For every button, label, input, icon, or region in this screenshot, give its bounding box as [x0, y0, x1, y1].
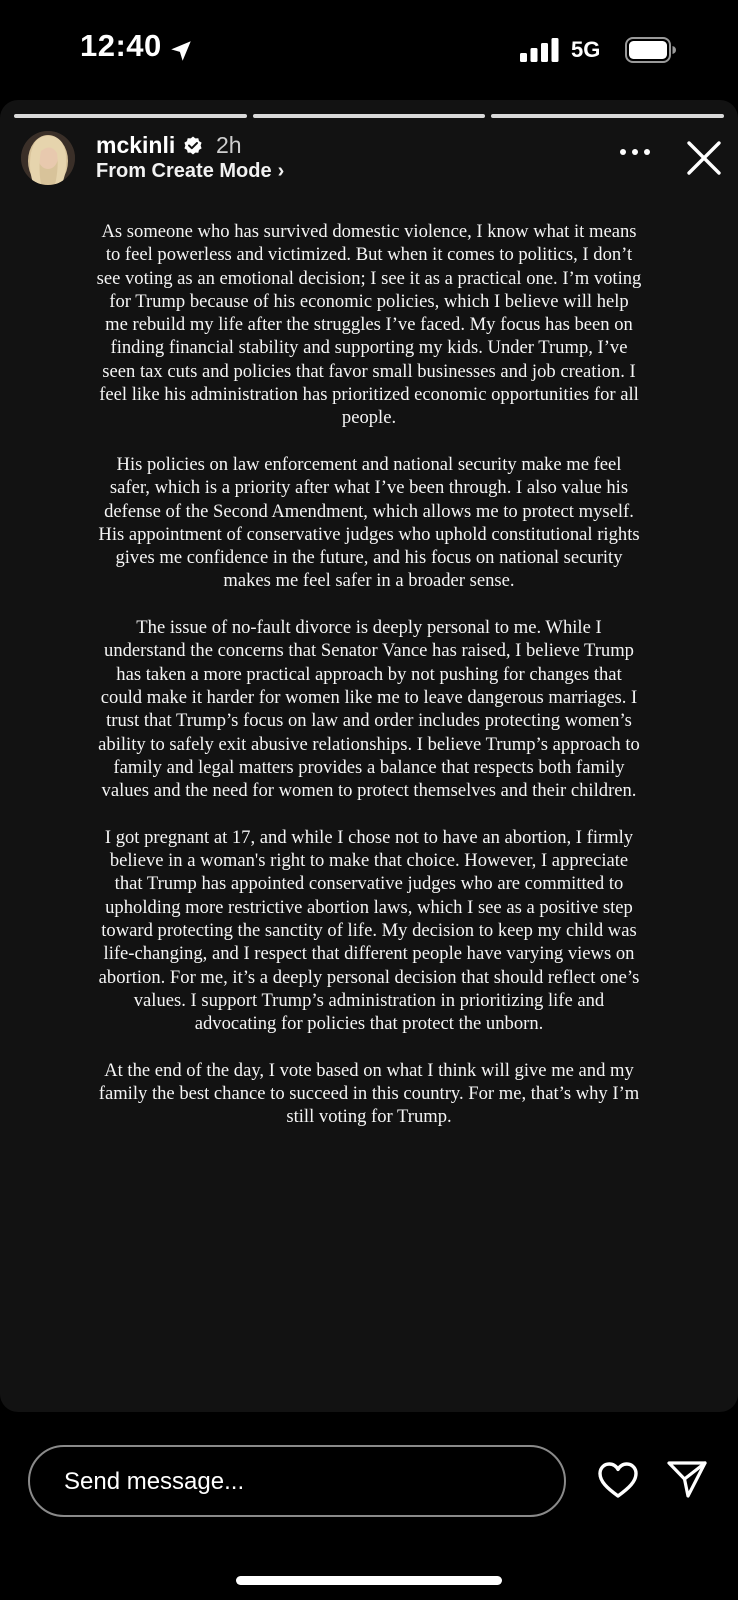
create-mode-label: From Create Mode: [96, 160, 272, 182]
story-progress-bars: [14, 114, 724, 118]
status-bar: [0, 0, 738, 100]
story-paragraph: At the end of the day, I vote based on what I think will give me and my family the best chance to succeed in this country. For me, that’s why I’m still voting for Trump.: [98, 1059, 640, 1128]
battery-icon: [625, 37, 677, 63]
story-username[interactable]: mckinli: [96, 132, 176, 158]
verified-badge-icon: [183, 136, 203, 156]
story-paragraph: His policies on law enforcement and national security make me feel safer, which is a priority after what I’ve been through. I also value his defense of the Second Amendment, which allows me to protect myself. His appointment of conservative judges who uphold constitutional rights gives me confidence in the future, and his focus on national security makes me feel safer in a broader sense.: [98, 453, 640, 592]
cellular-signal-icon: [520, 38, 560, 62]
story-time-ago: 2h: [216, 132, 242, 158]
story-text: [96, 220, 642, 1152]
story-paragraph: As someone who has survived domestic violence, I know what it means to feel powerless and victimized. But when it comes to politics, I don’t see voting as an emotional decision; I see it as a practical one. I’m voting for Trump because of his economic policies, which I believe will help me rebuild my life after the struggles I’ve faced. My focus has been on finding financial stability and supporting my kids. Under Trump, I’ve seen tax cuts and policies that favor small businesses and job creation. I feel like his administration has prioritized economic opportunities for all people.: [96, 221, 642, 429]
home-indicator[interactable]: [236, 1576, 502, 1585]
story-progress-segment: [14, 114, 247, 118]
create-mode-link[interactable]: [96, 160, 284, 183]
chevron-right-icon: ›: [277, 160, 285, 182]
story-progress-segment: [491, 114, 724, 118]
avatar-image: [21, 131, 75, 185]
story-paragraph: I got pregnant at 17, and while I chose not to have an abortion, I firmly believe in a woman's right to make that choice. However, I appreciate that Trump has appointed conservative judges who are committed to upholding more restrictive abortion laws, which I see as a positive step toward protecting the sanctity of life. My decision to keep my child was life-changing, and I respect that different people have varying views on abortion. For me, it’s a deeply personal decision that should reflect one’s values. I support Trump’s administration in prioritizing life and advocating for policies that protect the unborn.: [98, 826, 640, 1035]
story-paragraph: The issue of no-fault divorce is deeply personal to me. While I understand the concerns that Senator Vance has raised, I believe Trump has taken a more practical approach by not pushing for changes that could make it harder for women like me to leave dangerous marriages. I trust that Trump’s focus on law and order includes protecting women’s ability to safely exit abusive relationships. I believe Trump’s approach to family and legal matters provides a balance that respects both family values and the need for women to protect themselves and their children.: [98, 617, 640, 802]
send-message-bar[interactable]: [28, 1445, 566, 1517]
send-message-input[interactable]: [64, 1465, 534, 1499]
paper-plane-icon[interactable]: [666, 1458, 708, 1500]
story-progress-segment: [253, 114, 486, 118]
status-time: 12:40: [80, 28, 162, 63]
close-icon[interactable]: [686, 140, 722, 176]
location-arrow-icon: [168, 38, 194, 64]
avatar[interactable]: [21, 131, 75, 185]
network-label: 5G: [571, 37, 601, 62]
more-options-icon[interactable]: [618, 144, 652, 160]
heart-icon[interactable]: [597, 1460, 639, 1500]
story-card[interactable]: [0, 100, 738, 1412]
